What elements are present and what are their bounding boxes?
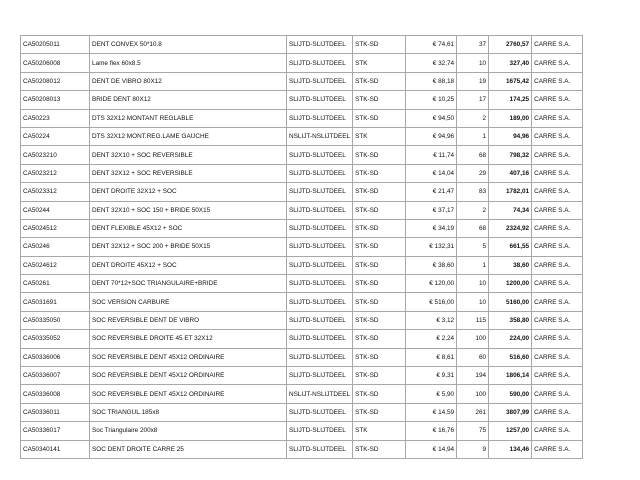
wear-type-cell: SLIJTD-SLIJTDEEL xyxy=(287,293,353,311)
unit-cell: STK-SD xyxy=(353,330,406,348)
line-total-cell: 2760,57 xyxy=(489,36,532,54)
quantity-cell: 100 xyxy=(457,385,489,403)
item-code-cell: CA50336017 xyxy=(21,422,90,440)
line-total-cell: 1782,01 xyxy=(489,183,532,201)
item-code-cell: CA50336011 xyxy=(21,403,90,421)
quantity-cell: 37 xyxy=(457,36,489,54)
item-code-cell: CA5023312 xyxy=(21,183,90,201)
quantity-cell: 2 xyxy=(457,109,489,127)
item-description-cell: DTS 32X12 MONT.REG.LAME GAUCHE xyxy=(90,127,287,145)
wear-type-cell: SLIJTD-SLIJTDEEL xyxy=(287,54,353,72)
supplier-cell: CARRE S.A. xyxy=(532,422,583,440)
line-total-cell: 327,40 xyxy=(489,54,532,72)
item-description-cell: DENT CONVEX 50*10.8 xyxy=(90,36,287,54)
table-row xyxy=(21,91,583,109)
item-code-cell: CA5024612 xyxy=(21,256,90,274)
item-code-cell: CA50246 xyxy=(21,238,90,256)
unit-cell: STK-SD xyxy=(353,293,406,311)
wear-type-cell: SLIJTD-SLIJTDEEL xyxy=(287,440,353,458)
unit-price-cell: € 21,47 xyxy=(406,183,457,201)
line-total-cell: 189,00 xyxy=(489,109,532,127)
item-description-cell: SOC REVERSIBLE DROITE 45 ET 32X12 xyxy=(90,330,287,348)
line-total-cell: 1675,42 xyxy=(489,72,532,90)
item-description-cell: DENT DE VIBRO 80X12 xyxy=(90,72,287,90)
quantity-cell: 60 xyxy=(457,348,489,366)
supplier-cell: CARRE S.A. xyxy=(532,219,583,237)
supplier-cell: CARRE S.A. xyxy=(532,146,583,164)
item-description-cell: DENT 70*12+SOC TRIANGULAIRE+BRIDE xyxy=(90,275,287,293)
item-description-cell: SOC TRIANGUL.185x8 xyxy=(90,403,287,421)
supplier-cell: CARRE S.A. xyxy=(532,72,583,90)
wear-type-cell: SLIJTD-SLIJTDEEL xyxy=(287,422,353,440)
quantity-cell: 10 xyxy=(457,275,489,293)
line-total-cell: 1806,14 xyxy=(489,367,532,385)
item-description-cell: DENT 32X10 + SOC 150 + BRIDE 50X15 xyxy=(90,201,287,219)
unit-cell: STK-SD xyxy=(353,219,406,237)
item-code-cell: CA50335050 xyxy=(21,311,90,329)
wear-type-cell: SLIJTD-SLIJTDEEL xyxy=(287,72,353,90)
supplier-cell: CARRE S.A. xyxy=(532,367,583,385)
table-row xyxy=(21,164,583,182)
item-code-cell: CA5024512 xyxy=(21,219,90,237)
wear-type-cell: SLIJTD-SLIJTDEEL xyxy=(287,348,353,366)
item-description-cell: BRIDE DENT 80X12 xyxy=(90,91,287,109)
item-code-cell: CA50224 xyxy=(21,127,90,145)
unit-price-cell: € 3,12 xyxy=(406,311,457,329)
unit-price-cell: € 38,60 xyxy=(406,256,457,274)
wear-type-cell: SLIJTD-SLIJTDEEL xyxy=(287,201,353,219)
wear-type-cell: SLIJTD-SLIJTDEEL xyxy=(287,146,353,164)
line-total-cell: 224,00 xyxy=(489,330,532,348)
wear-type-cell: SLIJTD-SLIJTDEEL xyxy=(287,403,353,421)
unit-cell: STK-SD xyxy=(353,201,406,219)
unit-cell: STK-SD xyxy=(353,91,406,109)
table-row xyxy=(21,72,583,90)
unit-price-cell: € 516,00 xyxy=(406,293,457,311)
unit-price-cell: € 5,90 xyxy=(406,385,457,403)
line-total-cell: 5160,00 xyxy=(489,293,532,311)
wear-type-cell: NSLIJT-NSLIJTDEEL xyxy=(287,127,353,145)
line-total-cell: 590,00 xyxy=(489,385,532,403)
supplier-cell: CARRE S.A. xyxy=(532,127,583,145)
unit-price-cell: € 74,61 xyxy=(406,36,457,54)
item-code-cell: CA50223 xyxy=(21,109,90,127)
unit-cell: STK xyxy=(353,54,406,72)
supplier-cell: CARRE S.A. xyxy=(532,54,583,72)
item-code-cell: CA50244 xyxy=(21,201,90,219)
unit-price-cell: € 94,96 xyxy=(406,127,457,145)
item-description-cell: Soc Triangulaire 200x8 xyxy=(90,422,287,440)
table-row xyxy=(21,348,583,366)
item-code-cell: CA50208013 xyxy=(21,91,90,109)
item-description-cell: DENT FLEXIBLE 45X12 + SOC xyxy=(90,219,287,237)
wear-type-cell: SLIJTD-SLIJTDEEL xyxy=(287,183,353,201)
item-description-cell: DENT 32X10 + SOC REVERSIBLE xyxy=(90,146,287,164)
table-row xyxy=(21,422,583,440)
unit-price-cell: € 14,94 xyxy=(406,440,457,458)
item-description-cell: SOC REVERSIBLE DENT 45X12 ORDINAIRE xyxy=(90,385,287,403)
quantity-cell: 10 xyxy=(457,54,489,72)
item-description-cell: SOC DENT DROITE CARRE 25 xyxy=(90,440,287,458)
table-row xyxy=(21,109,583,127)
line-total-cell: 358,80 xyxy=(489,311,532,329)
quantity-cell: 5 xyxy=(457,238,489,256)
item-code-cell: CA50206008 xyxy=(21,54,90,72)
line-total-cell: 38,60 xyxy=(489,256,532,274)
line-total-cell: 2324,92 xyxy=(489,219,532,237)
wear-type-cell: SLIJTD-SLIJTDEEL xyxy=(287,91,353,109)
unit-price-cell: € 11,74 xyxy=(406,146,457,164)
line-total-cell: 516,60 xyxy=(489,348,532,366)
table-row xyxy=(21,256,583,274)
wear-type-cell: SLIJTD-SLIJTDEEL xyxy=(287,311,353,329)
table-row xyxy=(21,293,583,311)
line-total-cell: 94,96 xyxy=(489,127,532,145)
supplier-cell: CARRE S.A. xyxy=(532,385,583,403)
table-row xyxy=(21,54,583,72)
unit-cell: STK-SD xyxy=(353,440,406,458)
quantity-cell: 115 xyxy=(457,311,489,329)
quantity-cell: 10 xyxy=(457,293,489,311)
unit-cell: STK-SD xyxy=(353,238,406,256)
unit-price-cell: € 14,04 xyxy=(406,164,457,182)
unit-cell: STK-SD xyxy=(353,311,406,329)
item-description-cell: DENT DROITE 32X12 + SOC xyxy=(90,183,287,201)
unit-cell: STK-SD xyxy=(353,72,406,90)
table-row xyxy=(21,330,583,348)
unit-price-cell: € 88,18 xyxy=(406,72,457,90)
unit-cell: STK-SD xyxy=(353,367,406,385)
wear-type-cell: SLIJTD-SLIJTDEEL xyxy=(287,219,353,237)
line-total-cell: 3807,99 xyxy=(489,403,532,421)
unit-price-cell: € 120,00 xyxy=(406,275,457,293)
unit-cell: STK xyxy=(353,422,406,440)
item-description-cell: SOC VERSION CARBURE xyxy=(90,293,287,311)
supplier-cell: CARRE S.A. xyxy=(532,330,583,348)
line-total-cell: 74,34 xyxy=(489,201,532,219)
table-row xyxy=(21,311,583,329)
unit-price-cell: € 14,59 xyxy=(406,403,457,421)
table-row xyxy=(21,385,583,403)
item-code-cell: CA50205011 xyxy=(21,36,90,54)
wear-type-cell: SLIJTD-SLIJTDEEL xyxy=(287,238,353,256)
unit-price-cell: € 2,24 xyxy=(406,330,457,348)
table-row xyxy=(21,36,583,54)
quantity-cell: 9 xyxy=(457,440,489,458)
table-row xyxy=(21,367,583,385)
unit-cell: STK xyxy=(353,127,406,145)
quantity-cell: 1 xyxy=(457,127,489,145)
quantity-cell: 1 xyxy=(457,256,489,274)
table-body xyxy=(21,36,583,459)
line-total-cell: 1200,00 xyxy=(489,275,532,293)
item-description-cell: SOC REVERSIBLE DENT 45X12 ORDINAIRE xyxy=(90,367,287,385)
line-total-cell: 661,55 xyxy=(489,238,532,256)
quantity-cell: 29 xyxy=(457,164,489,182)
table-row xyxy=(21,275,583,293)
wear-type-cell: SLIJTD-SLIJTDEEL xyxy=(287,275,353,293)
supplier-cell: CARRE S.A. xyxy=(532,36,583,54)
supplier-cell: CARRE S.A. xyxy=(532,109,583,127)
table-row xyxy=(21,440,583,458)
line-total-cell: 174,25 xyxy=(489,91,532,109)
quantity-cell: 17 xyxy=(457,91,489,109)
quantity-cell: 83 xyxy=(457,183,489,201)
item-description-cell: SOC REVERSIBLE DENT 45X12 ORDINAIRE xyxy=(90,348,287,366)
table-row xyxy=(21,403,583,421)
item-description-cell: SOC REVERSIBLE DENT DE VIBRO xyxy=(90,311,287,329)
table-row xyxy=(21,201,583,219)
table-row xyxy=(21,127,583,145)
quantity-cell: 75 xyxy=(457,422,489,440)
unit-price-cell: € 37,17 xyxy=(406,201,457,219)
wear-type-cell: SLIJTD-SLIJTDEEL xyxy=(287,109,353,127)
item-code-cell: CA50340141 xyxy=(21,440,90,458)
supplier-cell: CARRE S.A. xyxy=(532,201,583,219)
line-total-cell: 134,46 xyxy=(489,440,532,458)
quantity-cell: 194 xyxy=(457,367,489,385)
supplier-cell: CARRE S.A. xyxy=(532,440,583,458)
unit-price-cell: € 16,76 xyxy=(406,422,457,440)
table-row xyxy=(21,219,583,237)
unit-cell: STK-SD xyxy=(353,164,406,182)
line-total-cell: 798,32 xyxy=(489,146,532,164)
unit-cell: STK-SD xyxy=(353,403,406,421)
item-code-cell: CA50336006 xyxy=(21,348,90,366)
unit-price-cell: € 32,74 xyxy=(406,54,457,72)
item-code-cell: CA5023212 xyxy=(21,164,90,182)
quantity-cell: 2 xyxy=(457,201,489,219)
unit-price-cell: € 9,31 xyxy=(406,367,457,385)
unit-cell: STK-SD xyxy=(353,348,406,366)
unit-cell: STK-SD xyxy=(353,36,406,54)
supplier-cell: CARRE S.A. xyxy=(532,348,583,366)
wear-type-cell: SLIJTD-SLIJTDEEL xyxy=(287,36,353,54)
supplier-cell: CARRE S.A. xyxy=(532,293,583,311)
supplier-cell: CARRE S.A. xyxy=(532,311,583,329)
quantity-cell: 100 xyxy=(457,330,489,348)
unit-cell: STK-SD xyxy=(353,146,406,164)
supplier-cell: CARRE S.A. xyxy=(532,275,583,293)
supplier-cell: CARRE S.A. xyxy=(532,256,583,274)
line-total-cell: 407,16 xyxy=(489,164,532,182)
item-code-cell: CA50335052 xyxy=(21,330,90,348)
inventory-table xyxy=(20,35,583,459)
supplier-cell: CARRE S.A. xyxy=(532,164,583,182)
item-description-cell: DENT DROITE 45X12 + SOC xyxy=(90,256,287,274)
unit-cell: STK-SD xyxy=(353,385,406,403)
item-description-cell: DTS 32X12 MONTANT REGLABLE xyxy=(90,109,287,127)
quantity-cell: 68 xyxy=(457,146,489,164)
wear-type-cell: NSLIJT-NSLIJTDEEL xyxy=(287,385,353,403)
unit-price-cell: € 8,61 xyxy=(406,348,457,366)
unit-cell: STK-SD xyxy=(353,256,406,274)
supplier-cell: CARRE S.A. xyxy=(532,183,583,201)
supplier-cell: CARRE S.A. xyxy=(532,91,583,109)
item-code-cell: CA50336007 xyxy=(21,367,90,385)
item-code-cell: CA50208012 xyxy=(21,72,90,90)
unit-cell: STK-SD xyxy=(353,183,406,201)
table-row xyxy=(21,238,583,256)
supplier-cell: CARRE S.A. xyxy=(532,238,583,256)
quantity-cell: 19 xyxy=(457,72,489,90)
wear-type-cell: SLIJTD-SLIJTDEEL xyxy=(287,256,353,274)
supplier-cell: CARRE S.A. xyxy=(532,403,583,421)
item-code-cell: CA50261 xyxy=(21,275,90,293)
item-code-cell: CA5023210 xyxy=(21,146,90,164)
item-description-cell: Lame flex 60x8.5 xyxy=(90,54,287,72)
unit-price-cell: € 34,19 xyxy=(406,219,457,237)
wear-type-cell: SLIJTD-SLIJTDEEL xyxy=(287,164,353,182)
unit-price-cell: € 10,25 xyxy=(406,91,457,109)
table-row xyxy=(21,146,583,164)
item-description-cell: DENT 32X12 + SOC REVERSIBLE xyxy=(90,164,287,182)
unit-price-cell: € 94,50 xyxy=(406,109,457,127)
item-description-cell: DENT 32X12 + SOC 200 + BRIDE 50X15 xyxy=(90,238,287,256)
unit-cell: STK-SD xyxy=(353,275,406,293)
wear-type-cell: SLIJTD-SLIJTDEEL xyxy=(287,367,353,385)
unit-cell: STK-SD xyxy=(353,109,406,127)
table-row xyxy=(21,183,583,201)
quantity-cell: 68 xyxy=(457,219,489,237)
line-total-cell: 1257,00 xyxy=(489,422,532,440)
item-code-cell: CA5031691 xyxy=(21,293,90,311)
wear-type-cell: SLIJTD-SLIJTDEEL xyxy=(287,330,353,348)
item-code-cell: CA50336008 xyxy=(21,385,90,403)
quantity-cell: 261 xyxy=(457,403,489,421)
unit-price-cell: € 132,31 xyxy=(406,238,457,256)
